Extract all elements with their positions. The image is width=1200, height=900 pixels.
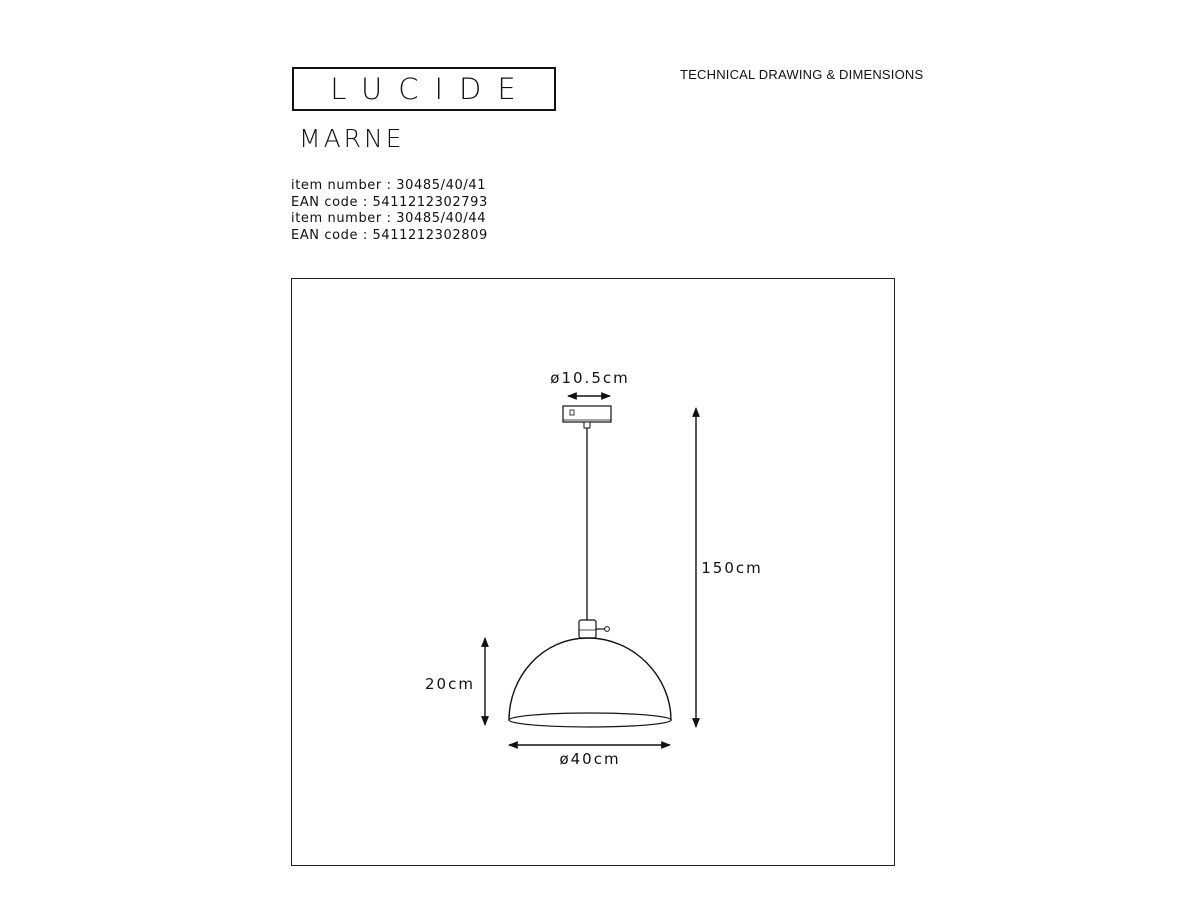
canopy-diameter-label: ø10.5cm: [550, 369, 630, 387]
shade-height-label: 20cm: [425, 675, 475, 693]
brand-logo: [292, 67, 556, 111]
product-codes: [291, 178, 488, 244]
shade-diameter-label: ø40cm: [559, 750, 621, 768]
total-height-label: 150cm: [701, 559, 763, 577]
ean-code-2: EAN code : 5411212302809: [291, 227, 488, 243]
brand-logo-text: LUCIDE: [330, 71, 532, 106]
item-number-1: item number : 30485/40/41: [291, 178, 487, 193]
ean-code-1: EAN code : 5411212302793: [291, 194, 488, 210]
item-number-2: item number : 30485/40/44: [291, 211, 487, 226]
drawing-frame: [291, 278, 895, 866]
product-name: MARNE: [299, 124, 405, 153]
document-title: TECHNICAL DRAWING & DIMENSIONS: [680, 67, 924, 82]
